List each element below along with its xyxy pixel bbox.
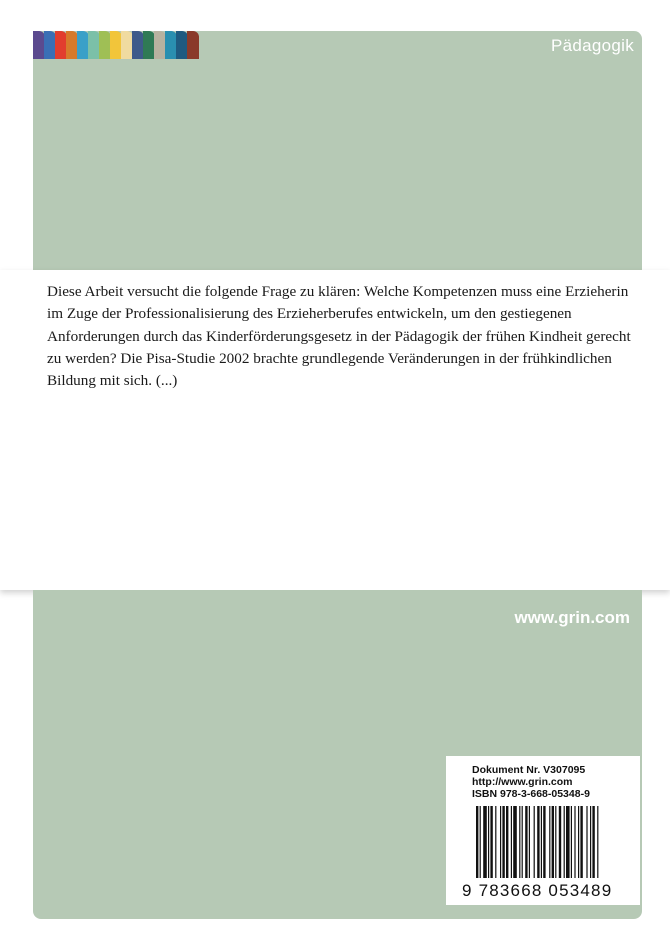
color-stripe: [187, 31, 199, 59]
barcode-bar: [566, 806, 570, 878]
document-url: http://www.grin.com: [472, 776, 573, 788]
barcode-bar: [500, 806, 501, 878]
barcode-bar: [578, 806, 579, 878]
barcode-bar: [580, 806, 582, 878]
barcode-bar: [490, 806, 492, 878]
barcode-label: [446, 756, 640, 905]
publisher-website: www.grin.com: [514, 608, 630, 627]
document-number: Dokument Nr. V307095: [472, 764, 586, 776]
barcode-bar: [571, 806, 572, 878]
barcode-bar: [502, 806, 504, 878]
barcode-bar: [511, 806, 512, 878]
barcode-bar: [564, 806, 565, 878]
barcode-bar: [522, 806, 523, 878]
barcode-bar: [559, 806, 561, 878]
barcode-bar: [541, 806, 542, 878]
isbn-text: ISBN 978-3-668-05348-9: [472, 788, 590, 800]
barcode-bar: [513, 806, 517, 878]
barcode-bar: [480, 806, 481, 878]
barcode-bar: [590, 806, 591, 878]
barcode-bar: [506, 806, 508, 878]
barcode-bar: [555, 806, 556, 878]
barcode-bar: [519, 806, 520, 878]
barcode-bar: [483, 806, 487, 878]
abstract-text: Diese Arbeit versucht die folgende Frage zu klären: Welche Kompetenzen muss eine Erzieherin im Zuge der Professionalisierung des Erzieherberufes entwickeln, um den gestiegenen Anforderungen durch das Kinderförderungsgesetz in der Pädagogik der frühen Kindheit gerecht zu werden? Die Pisa-Studie 2002 brachte grundlegende Veränderungen in der frühkindlichen Bildung mit sich. (...): [47, 283, 631, 390]
barcode-bar: [549, 806, 550, 878]
barcode-bar: [552, 806, 554, 878]
barcode-bar: [586, 806, 587, 878]
barcode-bar: [534, 806, 535, 878]
barcode-bar: [574, 806, 575, 878]
category-label: Pädagogik: [550, 36, 634, 55]
barcode-bar: [495, 806, 496, 878]
barcode-bar: [537, 806, 539, 878]
barcode-bar: [597, 806, 598, 878]
barcode-digits: 9 783668 053489: [462, 881, 613, 900]
top-color-panel: [33, 31, 642, 270]
barcode-bar: [488, 806, 489, 878]
barcode-bar: [543, 806, 545, 878]
barcode-bar: [525, 806, 527, 878]
barcode-image: [476, 806, 632, 882]
barcode-bar: [592, 806, 594, 878]
barcode-bar: [529, 806, 530, 878]
barcode-bar: [476, 806, 478, 878]
color-stripes: [33, 31, 198, 59]
